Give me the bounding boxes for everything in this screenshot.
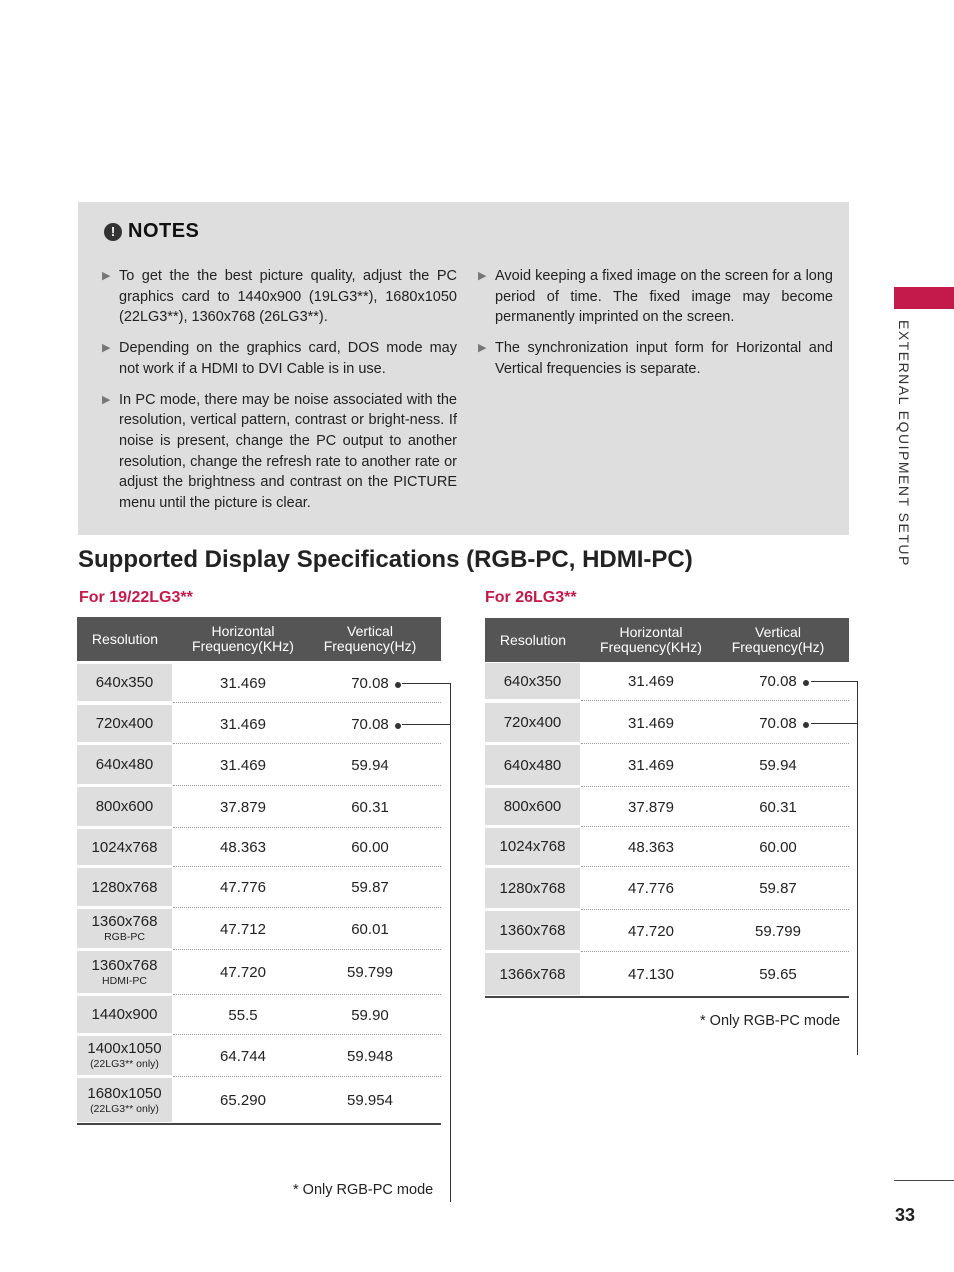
- table-row: [485, 745, 849, 787]
- row-separator: [173, 1076, 441, 1077]
- table-row: [485, 828, 849, 867]
- resolution-cell: [485, 663, 580, 699]
- rgb-only-marker-line: [402, 683, 451, 684]
- vertical-frequency: 59.954: [347, 1092, 393, 1109]
- resolution-cell: [77, 1078, 172, 1122]
- note-item: ▶ The synchronization input form for Horizontal and Vertical frequencies is separate.: [478, 340, 833, 377]
- table-header: [77, 617, 441, 661]
- horizontal-frequency: 31.469: [628, 673, 674, 690]
- resolution-value: 640x480: [503, 756, 562, 774]
- table-row: [485, 788, 849, 827]
- table2-footnote: * Only RGB-PC mode: [700, 1013, 841, 1029]
- row-separator: [581, 786, 849, 787]
- header-vertical: Vertical Frequency(Hz): [323, 623, 417, 654]
- resolution-cell: [77, 664, 172, 701]
- resolution-value: 720x400: [503, 714, 562, 731]
- vertical-frequency: 60.31: [351, 798, 389, 816]
- resolution-value: 1680x1050: [87, 1084, 162, 1102]
- notes-left-column: [102, 266, 457, 524]
- rgb-only-marker-line: [811, 723, 858, 724]
- row-separator: [173, 994, 441, 995]
- horizontal-frequency: 31.469: [220, 674, 266, 692]
- resolution-cell: [485, 788, 580, 825]
- horizontal-frequency: 55.5: [228, 1006, 258, 1024]
- horizontal-frequency: 47.776: [628, 880, 674, 897]
- table-row: [485, 868, 849, 910]
- vertical-frequency: 60.01: [351, 920, 389, 938]
- notes-panel: [78, 202, 849, 535]
- resolution-value: 1366x768: [499, 965, 566, 983]
- table-row: [77, 705, 441, 744]
- resolution-cell: [485, 703, 580, 742]
- row-separator: [173, 866, 441, 867]
- horizontal-frequency: 37.879: [220, 798, 266, 816]
- resolution-cell: [485, 828, 580, 865]
- bullet-triangle-icon: ▶: [102, 270, 111, 282]
- note-item: ▶ Avoid keeping a fixed image on the screen for a long period of time. The fixed image may become permanently imprinted on the screen.: [478, 268, 833, 326]
- page-number: 33: [895, 1205, 916, 1225]
- bullet-triangle-icon: ▶: [102, 342, 111, 355]
- notes-right-column: [478, 266, 833, 390]
- rgb-only-dot-icon: [395, 682, 401, 688]
- row-separator: [581, 866, 849, 867]
- rgb-only-dot-icon: [803, 680, 809, 686]
- table-row: [77, 664, 441, 703]
- row-separator: [173, 827, 441, 828]
- horizontal-frequency: 31.469: [220, 715, 266, 733]
- vertical-frequency: 60.00: [759, 838, 797, 856]
- resolution-value: 1400x1050: [87, 1040, 162, 1057]
- vertical-frequency: 59.65: [759, 966, 797, 983]
- resolution-cell: [485, 953, 580, 995]
- rgb-only-dot-icon: [803, 722, 809, 728]
- rgb-only-dot-icon: [395, 723, 401, 729]
- horizontal-frequency: 31.469: [628, 757, 674, 774]
- resolution-note: (22LG3** only): [90, 1102, 159, 1115]
- resolution-value: 1360x768: [91, 913, 158, 930]
- page-divider: [894, 1180, 954, 1181]
- table-row: [485, 663, 849, 701]
- row-separator: [77, 1123, 441, 1125]
- section-title: Supported Display Specifications (RGB-PC, HDMI-PC): [78, 546, 693, 573]
- row-separator: [581, 743, 849, 744]
- table-row: [77, 1078, 441, 1124]
- table1-subtitle: For 19/22LG3**: [79, 589, 193, 606]
- bullet-triangle-icon: ▶: [478, 342, 487, 355]
- exclamation-icon: !: [104, 223, 122, 241]
- resolution-cell: [485, 745, 580, 785]
- spec-table-26: [485, 618, 850, 1008]
- table-row: [77, 868, 441, 908]
- resolution-value: 800x600: [95, 798, 154, 815]
- spec-table-19-22: [77, 617, 441, 1137]
- resolution-value: 1360x768: [91, 956, 158, 974]
- header-resolution: Resolution: [91, 630, 159, 647]
- row-separator: [173, 785, 441, 786]
- table2-subtitle: For 26LG3**: [485, 589, 577, 606]
- horizontal-frequency: 31.469: [220, 756, 266, 774]
- resolution-value: 640x350: [503, 672, 562, 690]
- bullet-triangle-icon: ▶: [478, 270, 487, 282]
- resolution-value: 640x350: [95, 674, 154, 691]
- resolution-cell: [485, 911, 580, 950]
- horizontal-frequency: 47.776: [220, 879, 266, 896]
- resolution-cell: [77, 868, 172, 906]
- vertical-frequency: 70.08: [759, 714, 797, 732]
- rgb-only-marker-line: [402, 724, 451, 725]
- horizontal-frequency: 47.130: [628, 966, 674, 983]
- table1-footnote: * Only RGB-PC mode: [293, 1182, 434, 1198]
- resolution-value: 1024x768: [499, 838, 566, 855]
- vertical-frequency: 60.31: [759, 798, 797, 816]
- resolution-note: RGB-PC: [104, 931, 145, 943]
- resolution-value: 640x480: [95, 756, 154, 773]
- vertical-frequency: 60.00: [351, 839, 389, 856]
- row-separator: [485, 996, 849, 998]
- row-separator: [173, 949, 441, 950]
- table-row: [77, 909, 441, 950]
- note-item: ▶ In PC mode, there may be noise associated with the resolution, vertical pattern, contrast or bright-ness. If noise is present, change the PC output to another resolution, change the refresh rate to another rate or adjust the brightness and contrast on the PICTURE menu until the picture is clear.: [102, 391, 457, 512]
- rgb-only-bracket: [857, 681, 858, 1055]
- table-row: [485, 911, 849, 952]
- resolution-value: 1440x900: [91, 1006, 158, 1023]
- row-separator: [581, 909, 849, 910]
- vertical-frequency: 59.90: [351, 1006, 389, 1024]
- section-tab-marker: [894, 287, 954, 309]
- row-separator: [173, 907, 441, 908]
- resolution-value: 1280x768: [499, 879, 566, 897]
- vertical-frequency: 70.08: [759, 673, 797, 690]
- resolution-cell: [77, 745, 172, 784]
- resolution-cell: [77, 787, 172, 826]
- vertical-frequency: 59.799: [755, 922, 801, 940]
- table-row: [77, 1036, 441, 1077]
- row-separator: [581, 951, 849, 952]
- resolution-value: 1024x768: [91, 838, 158, 856]
- note-item: ▶ Depending on the graphics card, DOS mode may not work if a HDMI to DVI Cable is in use.: [102, 340, 457, 377]
- rgb-only-bracket: [450, 683, 451, 1202]
- vertical-frequency: 59.94: [759, 757, 797, 774]
- vertical-frequency: 70.08: [351, 715, 389, 733]
- header-resolution: Resolution: [499, 631, 567, 648]
- horizontal-frequency: 47.720: [220, 964, 266, 981]
- header-horizontal: Horizontal Frequency(KHz): [192, 623, 294, 654]
- horizontal-frequency: 48.363: [628, 838, 674, 856]
- vertical-frequency: 59.87: [759, 880, 797, 897]
- resolution-note: (22LG3** only): [90, 1058, 159, 1070]
- table-row: [77, 829, 441, 867]
- notes-title: NOTES: [128, 220, 200, 242]
- row-separator: [173, 702, 441, 703]
- table-row: [485, 703, 849, 744]
- resolution-cell: [77, 951, 172, 993]
- side-section-label: EXTERNAL EQUIPMENT SETUP: [896, 320, 912, 567]
- vertical-frequency: 59.94: [351, 756, 389, 774]
- row-separator: [173, 1034, 441, 1035]
- table-row: [485, 953, 849, 997]
- bullet-triangle-icon: ▶: [102, 393, 111, 406]
- header-vertical: Vertical Frequency(Hz): [731, 624, 825, 655]
- resolution-cell: [77, 996, 172, 1033]
- horizontal-frequency: 48.363: [220, 839, 266, 856]
- table-row: [77, 745, 441, 786]
- resolution-note: HDMI-PC: [102, 974, 147, 987]
- resolution-value: 720x400: [95, 715, 154, 732]
- row-separator: [581, 826, 849, 827]
- resolution-value: 1360x768: [499, 922, 566, 939]
- row-separator: [581, 700, 849, 701]
- table-header: [485, 618, 849, 662]
- note-item: ▶ To get the the best picture quality, adjust the PC graphics card to 1440x900 (19LG3**), 1680x1050 (22LG3**), 1360x768 (26LG3**).: [102, 268, 457, 326]
- resolution-cell: [485, 868, 580, 908]
- horizontal-frequency: 47.712: [220, 920, 266, 938]
- resolution-cell: [77, 1036, 172, 1075]
- notes-header: [104, 220, 199, 243]
- resolution-value: 800x600: [503, 798, 562, 815]
- resolution-cell: [77, 829, 172, 865]
- vertical-frequency: 59.799: [347, 964, 393, 981]
- horizontal-frequency: 64.744: [220, 1047, 266, 1065]
- horizontal-frequency: 65.290: [220, 1092, 266, 1109]
- header-horizontal: Horizontal Frequency(KHz): [600, 624, 702, 655]
- table-row: [77, 951, 441, 995]
- horizontal-frequency: 47.720: [628, 922, 674, 940]
- horizontal-frequency: 37.879: [628, 798, 674, 816]
- vertical-frequency: 70.08: [351, 674, 389, 692]
- rgb-only-marker-line: [811, 681, 858, 682]
- resolution-cell: [77, 909, 172, 948]
- horizontal-frequency: 31.469: [628, 714, 674, 732]
- row-separator: [173, 743, 441, 744]
- vertical-frequency: 59.948: [347, 1047, 393, 1065]
- resolution-cell: [77, 705, 172, 742]
- resolution-value: 1280x768: [91, 878, 158, 896]
- table-row: [77, 787, 441, 828]
- vertical-frequency: 59.87: [351, 879, 389, 896]
- table-row: [77, 996, 441, 1035]
